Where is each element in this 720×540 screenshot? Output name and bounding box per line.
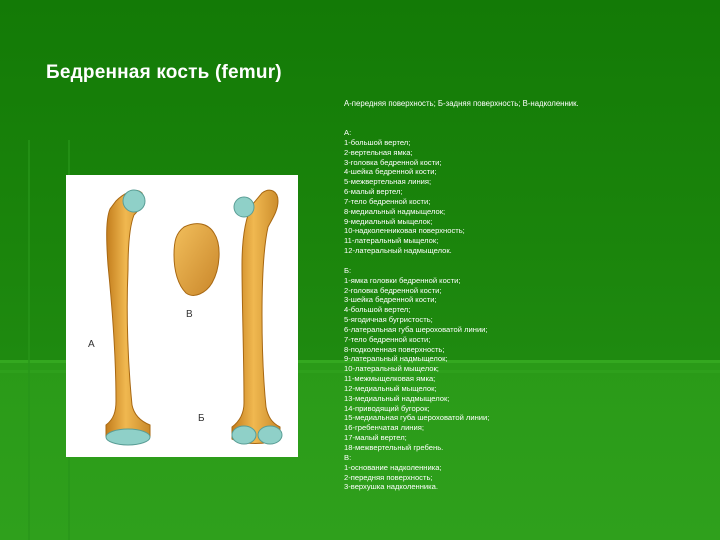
list-item: 12-медиальный мыщелок; — [344, 383, 437, 393]
list-item: 5-межвертельная линия; — [344, 177, 432, 187]
page-title: Бедренная кость (femur) — [46, 62, 282, 83]
figure-caption: А-передняя поверхность; Б-задняя поверхность; В-надколенник. — [344, 99, 579, 108]
view-label-c: В — [186, 309, 193, 320]
list-item: 5-ягодичная бугристость; — [344, 315, 433, 325]
condyle-cartilage — [106, 429, 150, 445]
list-item: 2-передняя поверхность; — [344, 472, 433, 482]
description-list — [344, 128, 489, 492]
list-item: 2-вертельная ямка; — [344, 147, 413, 157]
list-item: 16-гребенчатая линия; — [344, 423, 424, 433]
view-label-a: А — [88, 339, 95, 350]
list-item: 17-малый вертел; — [344, 433, 407, 443]
list-item: 9-медиальный мыщелок; — [344, 216, 433, 226]
patella-view — [174, 224, 219, 320]
list-item: 6-латеральная губа шероховатой линии; — [344, 324, 488, 334]
list-item: 7-тело бедренной кости; — [344, 196, 431, 206]
femur-shaft-posterior — [232, 190, 280, 443]
femur-anterior-view — [88, 190, 150, 445]
femur-shaft-anterior — [106, 191, 150, 442]
list-item: 18-межвертельный гребень. — [344, 443, 444, 452]
section-header-b: Б: — [344, 265, 352, 275]
list-item: 10-надколенниковая поверхность; — [344, 226, 465, 236]
view-label-b: Б — [198, 413, 205, 424]
list-item: 1-большой вертел; — [344, 137, 411, 147]
list-item: 3-шейка бедренной кости; — [344, 295, 437, 305]
medial-condyle-cartilage — [232, 426, 256, 444]
list-item: 3-верхушка надколенника. — [344, 482, 438, 492]
femur-illustration — [66, 175, 298, 457]
list-item: 9-латеральный надмыщелок; — [344, 354, 448, 364]
section-header-c: В: — [344, 452, 352, 462]
femoral-head-cartilage — [234, 197, 254, 217]
section-header-a: А: — [344, 128, 352, 137]
list-item: 13-медиальный надмыщелок; — [344, 393, 450, 403]
list-item: 3-головка бедренной кости; — [344, 157, 442, 167]
list-item: 7-тело бедренной кости; — [344, 334, 431, 344]
lateral-condyle-cartilage — [258, 426, 282, 444]
list-item: 6-малый вертел; — [344, 187, 403, 197]
femoral-head-cartilage — [123, 190, 145, 212]
patella-bone — [174, 224, 219, 296]
femur-drawing — [66, 175, 298, 457]
list-item: 15-медиальная губа шероховатой линии; — [344, 413, 490, 423]
spacer — [344, 256, 489, 266]
list-item: 11-межмыщелковая ямка; — [344, 374, 436, 384]
list-item: 11-латеральный мыщелок; — [344, 236, 439, 246]
list-item: 4-шейка бедренной кости; — [344, 167, 437, 177]
list-item: 14-приводящий бугорок; — [344, 403, 430, 413]
list-item: 4-большой вертел; — [344, 305, 411, 315]
list-item: 1-основание надколенника; — [344, 462, 442, 472]
list-item: 8-медиальный надмыщелок; — [344, 206, 446, 216]
list-item: 10-латеральный мыщелок; — [344, 364, 439, 374]
list-item: 2-головка бедренной кости; — [344, 285, 442, 295]
list-item: 12-латеральный надмыщелок. — [344, 246, 452, 256]
background-vertical-line — [28, 140, 30, 540]
list-item: 1-ямка головки бедренной кости; — [344, 275, 461, 285]
list-item: 8-подколенная поверхность; — [344, 344, 445, 354]
